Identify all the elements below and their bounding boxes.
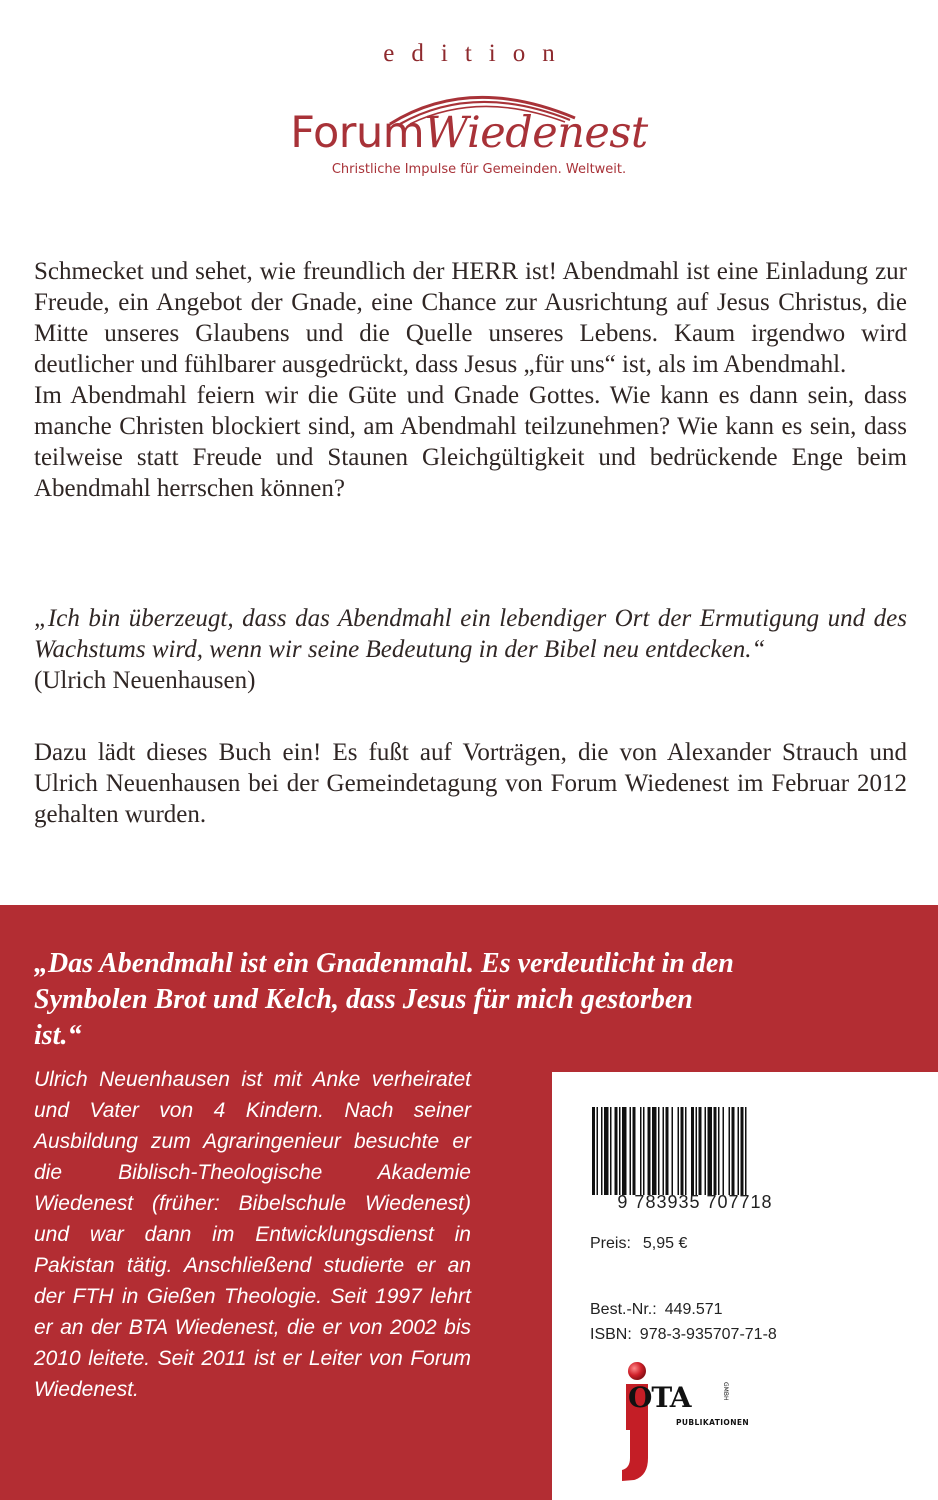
order-number-label: Best.-Nr.: (590, 1301, 657, 1318)
logo-word-wiedenest: Wiedenest (424, 108, 648, 158)
order-number-value: 449.571 (664, 1301, 723, 1318)
author-bio: Ulrich Neuenhausen ist mit Anke verheiratet und Vater von 4 Kindern. Nach seiner Ausbildung zum Agraringenieur besuchte er die Biblisch-Theologische Akademie Wiedenest (früher: Bibelschule Wiedenest) und war dann im Entwicklungsdienst in Pakistan tätig. Anschließend studierte er an der FTH in Gießen Theologie. Seit 1997 lehrt er an der BTA Wiedenest, die er von 2002 bis 2010 leitete. Seit 2011 ist er Leiter von Forum Wiedenest. (34, 1068, 471, 1401)
blurb-paragraph-2: Im Abendmahl feiern wir die Güte und Gnade Gottes. Wie kann es dann sein, dass manche Christen blockiert sind, am Abendmahl teilzunehmen? Wie kann es sein, dass teilweise statt Freude und Staunen Gleichgültigkeit und bedrückende Enge beim Abendmahl herrschen können? (34, 382, 907, 502)
barcode-icon (590, 1107, 800, 1195)
highlight-quote: „Das Abendmahl ist ein Gnadenmahl. Es verdeutlicht in den Symbolen Brot und Kelch, dass Jesus für mich gestorben ist.“ (34, 948, 734, 1051)
author-quote-attribution: (Ulrich Neuenhausen) (34, 667, 256, 694)
logo-word-forum: Forum (290, 108, 425, 158)
isbn-line (590, 1322, 777, 1347)
edition-label: edition (383, 40, 572, 67)
barcode-digits: 9 783935 707718 (617, 1192, 773, 1212)
red-panel (0, 905, 938, 1500)
jota-subtitle: PUBLIKATIONEN (676, 1418, 750, 1427)
closing-paragraph: Dazu lädt dieses Buch ein! Es fußt auf Vorträgen, die von Alexander Strauch und Ulrich Neuenhausen bei der Gemeindetagung von Forum Wiedenest im Februar 2012 gehalten wurden. (34, 739, 907, 828)
blurb-paragraph-1: Schmecket und sehet, wie freundlich der HERR ist! Abendmahl ist eine Einladung zur Freude, ein Angebot der Gnade, eine Chance zur Ausrichtung auf Jesus Christus, die Mitte unseres Glaubens und die Quelle unseres Lebens. Kaum irgendwo wird deutlicher und fühlbarer ausgedrückt, dass Jesus „für uns“ ist, als im Abendmahl. (34, 258, 907, 378)
logo-tagline: Christliche Impulse für Gemeinden. Weltweit. (331, 162, 627, 177)
price-label: Preis: (590, 1235, 631, 1252)
product-info-box (552, 1072, 938, 1500)
order-info (590, 1297, 777, 1347)
isbn-value: 978-3-935707-71-8 (639, 1326, 777, 1343)
jota-wordmark: OTA (628, 1381, 691, 1414)
author-quote: „Ich bin überzeugt, dass das Abendmahl ein lebendiger Ort der Ermutigung und des Wachstums wird, wenn wir seine Bedeutung in der Bibel neu entdecken.“ (34, 605, 907, 663)
isbn-label: ISBN: (590, 1326, 632, 1343)
forum-wiedenest-logo (0, 108, 938, 158)
order-number-line (590, 1297, 777, 1322)
blurb-text (34, 256, 907, 504)
price-line (590, 1235, 687, 1253)
price-value: 5,95 € (642, 1235, 688, 1252)
jota-gmbh-text: GMBH (722, 1382, 729, 1401)
